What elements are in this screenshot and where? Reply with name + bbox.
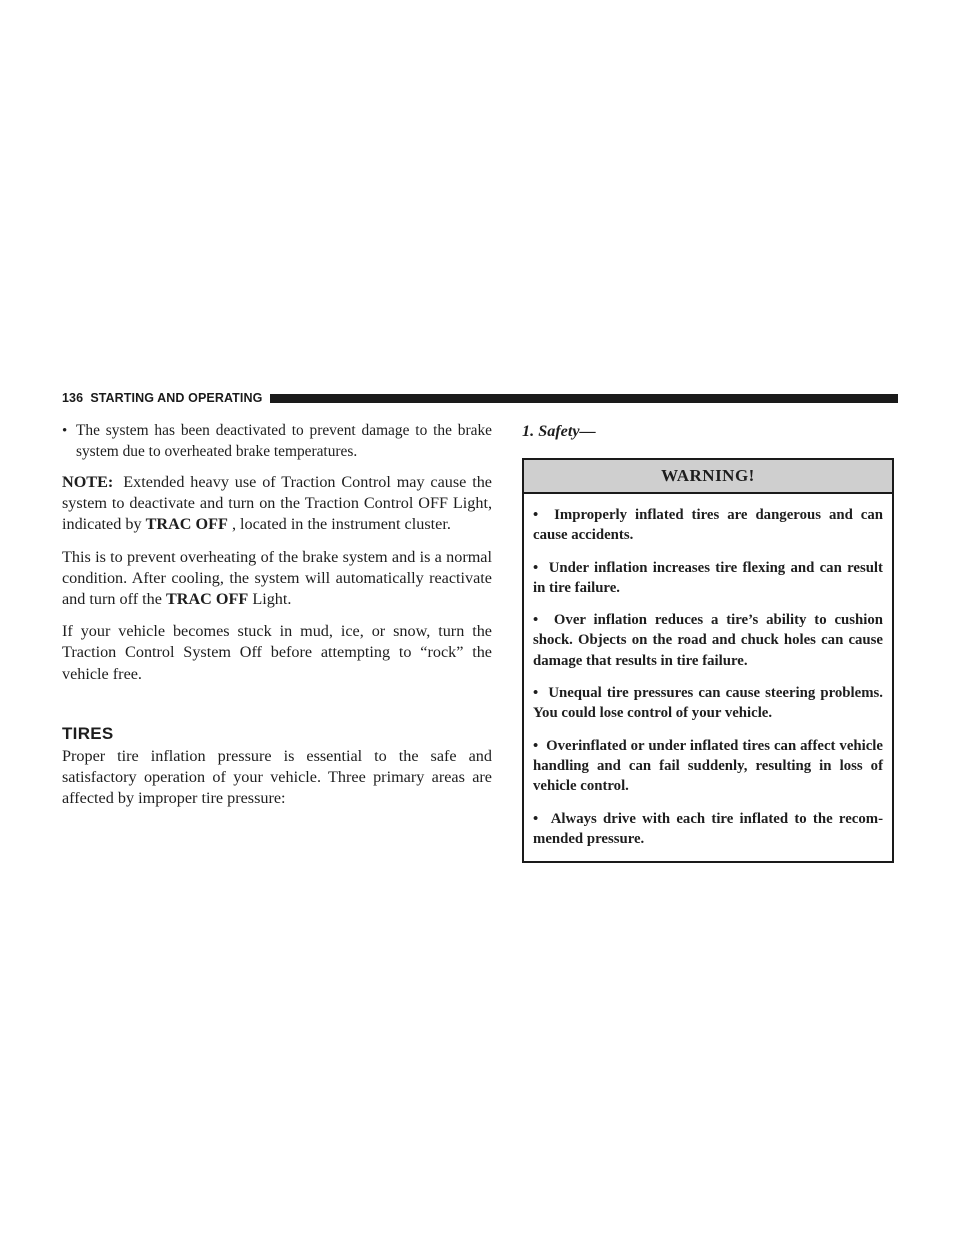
tires-heading: TIRES	[62, 723, 114, 743]
header-rule	[270, 394, 898, 403]
right-column	[522, 421, 898, 863]
page-header-text	[62, 391, 270, 405]
overheat-text-before: This is to prevent overheating of the brake system and is a normal condition. After cooling, the system will automatically reactivate and turn off the	[62, 547, 492, 609]
bullet-text: The system has been deactivated to prevent damage to the brake system due to overheated brake temperatures.	[76, 422, 492, 460]
warning-item-text: Always drive with each tire inflated to the recommended pressure.	[533, 810, 883, 847]
page-number: 136	[62, 391, 84, 405]
note-text-after: , located in the instrument cluster.	[227, 515, 451, 534]
warning-item: • Under inflation increases tire flexing and can result in tire failure.	[533, 559, 883, 596]
warning-item: • Over inflation reduces a tire’s ability to cushion shock. Objects on the road and chuck holes can cause damage that results in tire failure.	[533, 612, 883, 669]
warning-body	[524, 494, 892, 861]
warning-item: • Always drive with each tire inflated to the recommended pressure.	[533, 810, 883, 847]
warning-box	[522, 458, 894, 863]
note-label: NOTE:	[62, 473, 114, 491]
stuck-paragraph: If your vehicle becomes stuck in mud, ice, or snow, turn the Traction Control System Off before attempting to “rock” the vehicle free.	[62, 622, 492, 683]
section-title: STARTING AND OPERATING	[90, 391, 263, 405]
trac-off-indicator-2: TRAC OFF	[166, 590, 249, 609]
tires-intro: Proper tire inflation pressure is essential to the safe and satisfactory operation of your vehicle. Three primary areas are affected by improper tire pressure:	[62, 747, 492, 808]
warning-item: • Unequal tire pressures can cause steering problems. You could lose control of your vehicle.	[533, 685, 883, 722]
list-item	[62, 421, 492, 462]
warning-title: WARNING!	[524, 460, 892, 494]
overheat-paragraph	[62, 547, 492, 611]
overheat-text-after: Light.	[248, 590, 292, 609]
warning-item-text: Over inflation reduces a tire’s ability to cushion shock. Objects on the road and chuck holes can cause damage that results in tire failure.	[533, 612, 883, 669]
note-paragraph	[62, 472, 492, 536]
page-header	[62, 390, 898, 406]
note-text-before: Extended heavy use of Traction Control may cause the system to deactivate and turn on the Traction Control OFF Light, indicated by	[62, 473, 492, 534]
left-column	[62, 421, 492, 821]
warning-item-text: Unequal tire pressures can cause steering problems. You could lose control of your vehicle.	[533, 685, 883, 722]
safety-heading: 1. Safety—	[522, 422, 596, 440]
warning-item-text: Improperly inflated tires are dangerous and can cause accidents.	[533, 507, 883, 544]
trac-off-indicator: TRAC OFF	[145, 515, 228, 534]
warning-item: • Overinflated or under inflated tires can affect vehicle handling and can fail suddenly, resulting in loss of vehicle control.	[533, 737, 883, 795]
warning-item: • Improperly inflated tires are dangerous and can cause accidents.	[533, 507, 883, 544]
warning-item-text: Under inflation increases tire flexing and can result in tire failure.	[533, 559, 883, 596]
bullet-icon: •	[62, 423, 68, 439]
warning-item-text: Overinflated or under inflated tires can affect vehicle handling and can fail suddenly, resulting in loss of vehicle control.	[533, 737, 883, 795]
